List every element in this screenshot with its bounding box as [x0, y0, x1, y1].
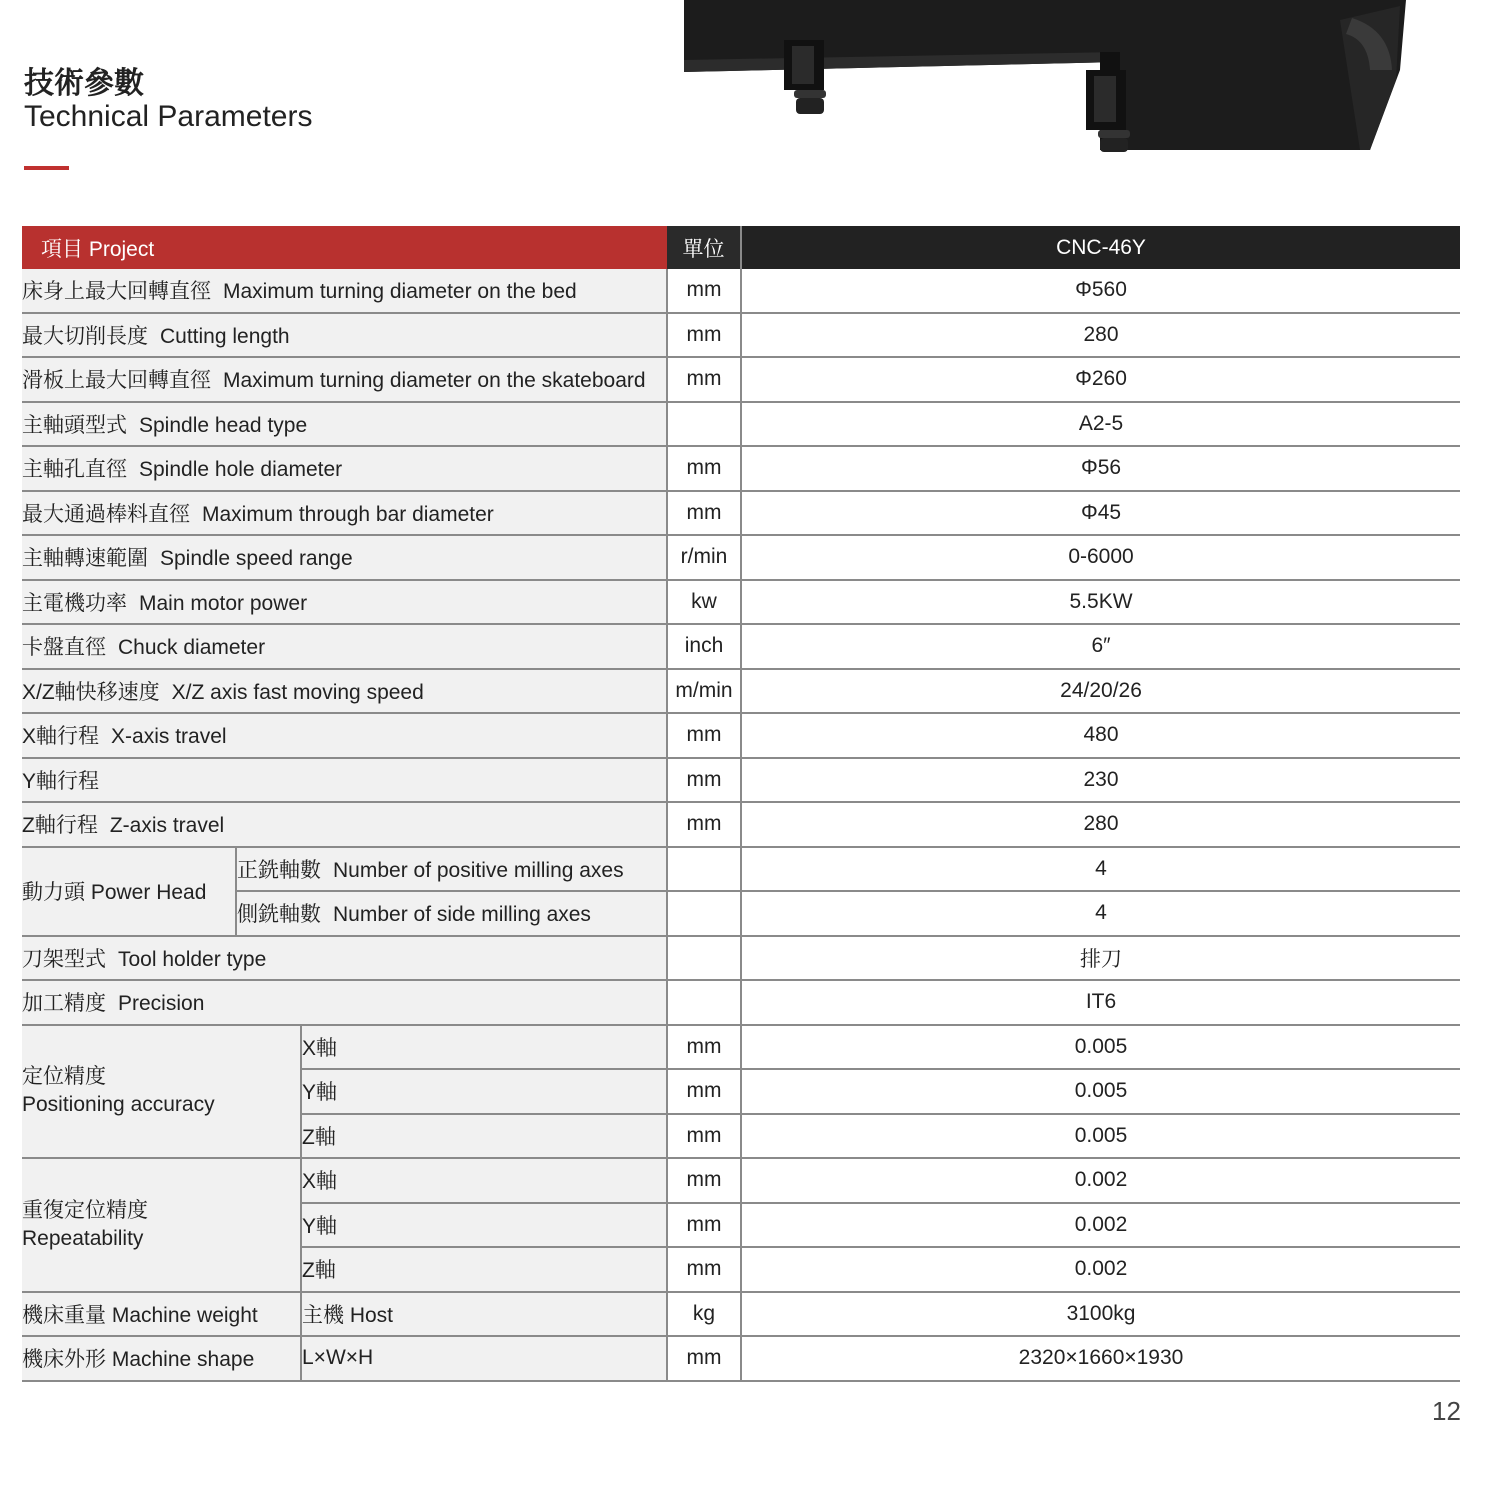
- label-zh: 加工精度: [22, 992, 106, 1016]
- table-row: [22, 446, 1460, 491]
- axis-label: Y軸: [301, 1069, 667, 1114]
- value-cell: 280: [741, 313, 1460, 358]
- label-zh: 主軸頭型式: [22, 413, 127, 437]
- weight-label: 機床重量 Machine weight: [22, 1292, 301, 1337]
- value-cell: 2320×1660×1930: [741, 1336, 1460, 1381]
- value-cell: 4: [741, 891, 1460, 936]
- label-zh: Y軸行程: [22, 769, 100, 793]
- label-zh: Z軸行程: [22, 814, 98, 838]
- label-zh: 定位精度: [22, 1065, 106, 1089]
- page-number: 12: [1432, 1396, 1461, 1426]
- weight-sub-label: 主機 Host: [301, 1292, 667, 1337]
- table-row: [22, 758, 1460, 803]
- label-zh: 主軸孔直徑: [22, 458, 127, 482]
- unit-cell: mm: [667, 1203, 741, 1248]
- label-zh: 重復定位精度: [22, 1198, 148, 1222]
- label-zh: 主軸轉速範圍: [22, 547, 148, 571]
- table-row: [22, 713, 1460, 758]
- value-cell: 4: [741, 847, 1460, 892]
- unit-cell: mm: [667, 1158, 741, 1203]
- value-cell: 0.005: [741, 1025, 1460, 1070]
- table-row: [22, 580, 1460, 625]
- title-accent-bar: [24, 166, 69, 170]
- unit-cell: [667, 936, 741, 981]
- label-en: Tool holder type: [118, 947, 267, 971]
- row-label: [22, 624, 667, 669]
- label-en: Spindle hole diameter: [139, 458, 343, 482]
- label-zh: 最大切削長度: [22, 324, 148, 348]
- label-en: Z-axis travel: [109, 814, 225, 838]
- row-label: [22, 313, 667, 358]
- table-row: [22, 802, 1460, 847]
- row-label: [22, 980, 667, 1025]
- table-row: [22, 1158, 1460, 1203]
- table-row: [22, 402, 1460, 447]
- unit-cell: mm: [667, 1336, 741, 1381]
- label-en: Spindle speed range: [160, 547, 353, 571]
- shape-sub-label: L×W×H: [301, 1336, 667, 1381]
- label-zh: 滑板上最大回轉直徑: [22, 369, 211, 393]
- value-cell: 0.002: [741, 1247, 1460, 1292]
- unit-cell: mm: [667, 802, 741, 847]
- unit-cell: kw: [667, 580, 741, 625]
- value-cell: 3100kg: [741, 1292, 1460, 1337]
- table-row: [22, 891, 1460, 936]
- unit-cell: mm: [667, 1069, 741, 1114]
- table-row: [22, 491, 1460, 536]
- row-label: [22, 758, 667, 803]
- unit-cell: r/min: [667, 535, 741, 580]
- machine-base-image: [680, 0, 1420, 160]
- label-en: Cutting length: [160, 324, 290, 348]
- row-label: [22, 802, 667, 847]
- page-title-zh: 技術參數: [24, 67, 144, 100]
- value-cell: 280: [741, 802, 1460, 847]
- value-cell: 0.002: [741, 1203, 1460, 1248]
- shape-label: 機床外形 Machine shape: [22, 1336, 301, 1381]
- label-zh: X軸行程: [22, 725, 100, 749]
- table-row: [22, 1025, 1460, 1070]
- unit-cell: kg: [667, 1292, 741, 1337]
- unit-cell: [667, 847, 741, 892]
- table-row: [22, 980, 1460, 1025]
- row-label: [22, 357, 667, 402]
- label-en: Main motor power: [139, 591, 308, 615]
- value-cell: Φ45: [741, 491, 1460, 536]
- unit-cell: mm: [667, 269, 741, 313]
- value-cell: 480: [741, 713, 1460, 758]
- table-row: [22, 357, 1460, 402]
- unit-cell: mm: [667, 446, 741, 491]
- value-cell: 5.5KW: [741, 580, 1460, 625]
- value-cell: 24/20/26: [741, 669, 1460, 714]
- unit-cell: mm: [667, 1114, 741, 1159]
- label-en: Chuck diameter: [118, 636, 266, 660]
- label-en: Maximum turning diameter on the skateboard: [223, 369, 646, 393]
- unit-cell: mm: [667, 357, 741, 402]
- unit-cell: [667, 402, 741, 447]
- axis-label: Y軸: [301, 1203, 667, 1248]
- row-label: [22, 269, 667, 313]
- table-row: [22, 847, 1460, 892]
- unit-cell: mm: [667, 491, 741, 536]
- axis-label: X軸: [301, 1025, 667, 1070]
- value-cell: Φ56: [741, 446, 1460, 491]
- label-en: Positioning accuracy: [22, 1093, 215, 1117]
- label-zh: X/Z軸快移速度: [22, 680, 160, 704]
- row-label: [22, 402, 667, 447]
- table-row: [22, 535, 1460, 580]
- label-zh: 卡盤直徑: [22, 636, 106, 660]
- unit-cell: [667, 891, 741, 936]
- table-row: [22, 624, 1460, 669]
- table-row: [22, 313, 1460, 358]
- sub-label: [236, 847, 667, 892]
- unit-cell: mm: [667, 313, 741, 358]
- table-row: [22, 936, 1460, 981]
- unit-cell: mm: [667, 1247, 741, 1292]
- header-project: 項目 Project: [22, 226, 667, 269]
- row-label: [22, 936, 667, 981]
- value-cell: Φ260: [741, 357, 1460, 402]
- row-label: [22, 580, 667, 625]
- label-zh: 側銑軸數: [237, 903, 321, 927]
- label-en: Repeatability: [22, 1226, 144, 1250]
- label-en: Number of positive milling axes: [333, 858, 624, 882]
- unit-cell: inch: [667, 624, 741, 669]
- sub-label: [236, 891, 667, 936]
- value-cell: Φ560: [741, 269, 1460, 313]
- power-head-label: 動力頭 Power Head: [22, 847, 236, 936]
- unit-cell: mm: [667, 1025, 741, 1070]
- row-label: [22, 491, 667, 536]
- table-row: [22, 669, 1460, 714]
- value-cell: 0-6000: [741, 535, 1460, 580]
- repeatability-label: [22, 1158, 301, 1292]
- axis-label: Z軸: [301, 1247, 667, 1292]
- label-en: X/Z axis fast moving speed: [171, 680, 424, 704]
- spec-table: [22, 226, 1460, 1382]
- label-en: Maximum turning diameter on the bed: [223, 280, 577, 304]
- value-cell: IT6: [741, 980, 1460, 1025]
- value-cell: 0.002: [741, 1158, 1460, 1203]
- table-row: [22, 1336, 1460, 1381]
- label-en: Spindle head type: [139, 413, 308, 437]
- table-row: [22, 1292, 1460, 1337]
- unit-cell: m/min: [667, 669, 741, 714]
- unit-cell: [667, 980, 741, 1025]
- label-en: Maximum through bar diameter: [202, 502, 494, 526]
- value-cell: 0.005: [741, 1069, 1460, 1114]
- unit-cell: mm: [667, 713, 741, 758]
- row-label: [22, 713, 667, 758]
- positioning-label: [22, 1025, 301, 1159]
- value-cell: 排刀: [741, 936, 1460, 981]
- unit-cell: mm: [667, 758, 741, 803]
- label-en: Number of side milling axes: [333, 903, 591, 927]
- label-en: Precision: [118, 992, 205, 1016]
- value-cell: A2-5: [741, 402, 1460, 447]
- label-zh: 床身上最大回轉直徑: [22, 280, 211, 304]
- value-cell: 0.005: [741, 1114, 1460, 1159]
- table-row: [22, 269, 1460, 313]
- header-model: CNC-46Y: [741, 226, 1460, 269]
- row-label: [22, 669, 667, 714]
- value-cell: 6″: [741, 624, 1460, 669]
- label-en: X-axis travel: [111, 725, 227, 749]
- header-unit: 單位: [667, 226, 741, 269]
- value-cell: 230: [741, 758, 1460, 803]
- axis-label: X軸: [301, 1158, 667, 1203]
- page-title-en: Technical Parameters: [24, 100, 313, 133]
- label-zh: 正銑軸數: [237, 858, 321, 882]
- table-header-row: [22, 226, 1460, 269]
- row-label: [22, 446, 667, 491]
- label-zh: 刀架型式: [22, 947, 106, 971]
- row-label: [22, 535, 667, 580]
- axis-label: Z軸: [301, 1114, 667, 1159]
- label-zh: 主電機功率: [22, 591, 127, 615]
- label-zh: 最大通過棒料直徑: [22, 502, 190, 526]
